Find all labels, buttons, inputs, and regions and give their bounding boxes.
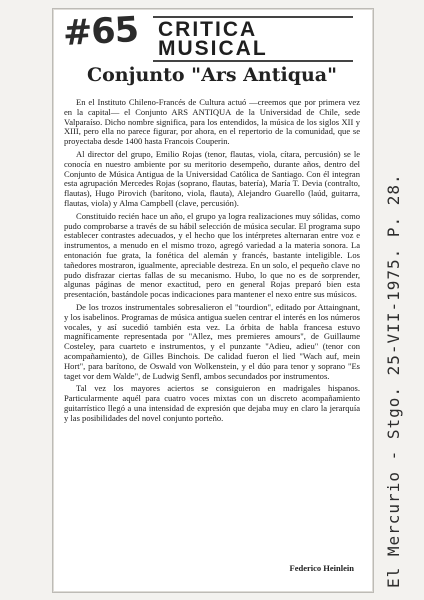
section-title-line1: CRITICA (158, 18, 258, 41)
author-byline: Federico Heinlein (289, 563, 354, 573)
article-paragraph: De los trozos instrumentales sobresalieron el "tourdion", editado por Attaingnant, y los isabelinos. Programas de música antigua suelen centrar el interés en los números vocales, y así sucedió también esta vez. La órbita de habla francesa estuvo magníficamente representada por "Allez, mes premieres amours", de Guillaume Costeley, para cuarteto e instrumentos, y el punzante "Adieu, adieu" (tenor con acompañamiento), de Gilles Binchois. De calidad fueron el lied "Wach auf, mein Hort", para barítono, de Oswald von Wolkenstein, y el dúo para tenor y soprano "Es taget vor dem Walde", de Ludwig Senfl, ambos secundados por instrumentos. (64, 301, 360, 381)
section-title-line2: MUSICAL (158, 37, 268, 60)
article-paragraph: En el Instituto Chileno-Francés de Cultura actuó —creemos que por primera vez en la capital— el Conjunto ARS ANTIQUA de la Universidad de Chile, sede Valparaíso. Dicho nombre significa, para los entendidos, la música de los siglos XII y XIII, pero ella no parece figurar, por ahora, en el repertorio de la comunidad, que se proyectaba desde 1400 hasta Francois Couperin. (64, 97, 360, 147)
article-body (64, 98, 360, 427)
article-paragraph: Tal vez los mayores aciertos se consiguieron en madrigales hispanos. Particularmente aquél para cuatro voces mixtas con un discreto acompañamiento guitarrístico llegó a una intensidad de expresión que dejaba muy en claro la jerarquía y las posibilidades del novel conjunto porteño. (64, 383, 360, 423)
article-paragraph: Constituido recién hace un año, el grupo ya logra realizaciones muy sólidas, como pudo comprobarse a través de su hábil selección de música secular. El programa supo establecer contrastes adecuados, y el hecho que los intérpretes alternaran entre voz e instrumentos, a menudo en el mismo trozo, agregó variedad a la materia sonora. La entonación fue grata, la fonética del alemán y francés, bastante inteligible. Los tañedores mostraron, igualmente, apreciable destreza. En un solo, el pequeño clave no pudo disfrazar ciertas fallas de su mecanismo. Hubo, lo que no es de sorprender, algunas páginas de menor exactitud, pero en general Rojas preparó bien esta presentación, bastándole pocas indicaciones para mantener el nexo entre sus músicos. (64, 210, 360, 300)
handwritten-archive-number: #65 (62, 10, 140, 54)
handwritten-source-note: El Mercurio - Stgo. 25-VII-1975. P. 28. (384, 173, 403, 588)
section-rule-bottom (153, 60, 353, 62)
article-paragraph: Al director del grupo, Emilio Rojas (tenor, flautas, viola, cítara, percusión) se le conocía en nuestro ambiente por su meritorio desempeño, durante años, dentro del Conjunto de Música Antigua de la Universidad Católica de Santiago. Con él integran esta agrupación Mercedes Rojas (soprano, flautas, batería), María T. Devia (contralto, flautas), Hugo Pirovich (barítono, viola, flauta), Alejandro Guarello (laúd, guitarra, flautas, viola) y Alma Campbell (clave, percusión). (64, 148, 360, 208)
article-headline: Conjunto "Ars Antiqua" (87, 64, 337, 86)
